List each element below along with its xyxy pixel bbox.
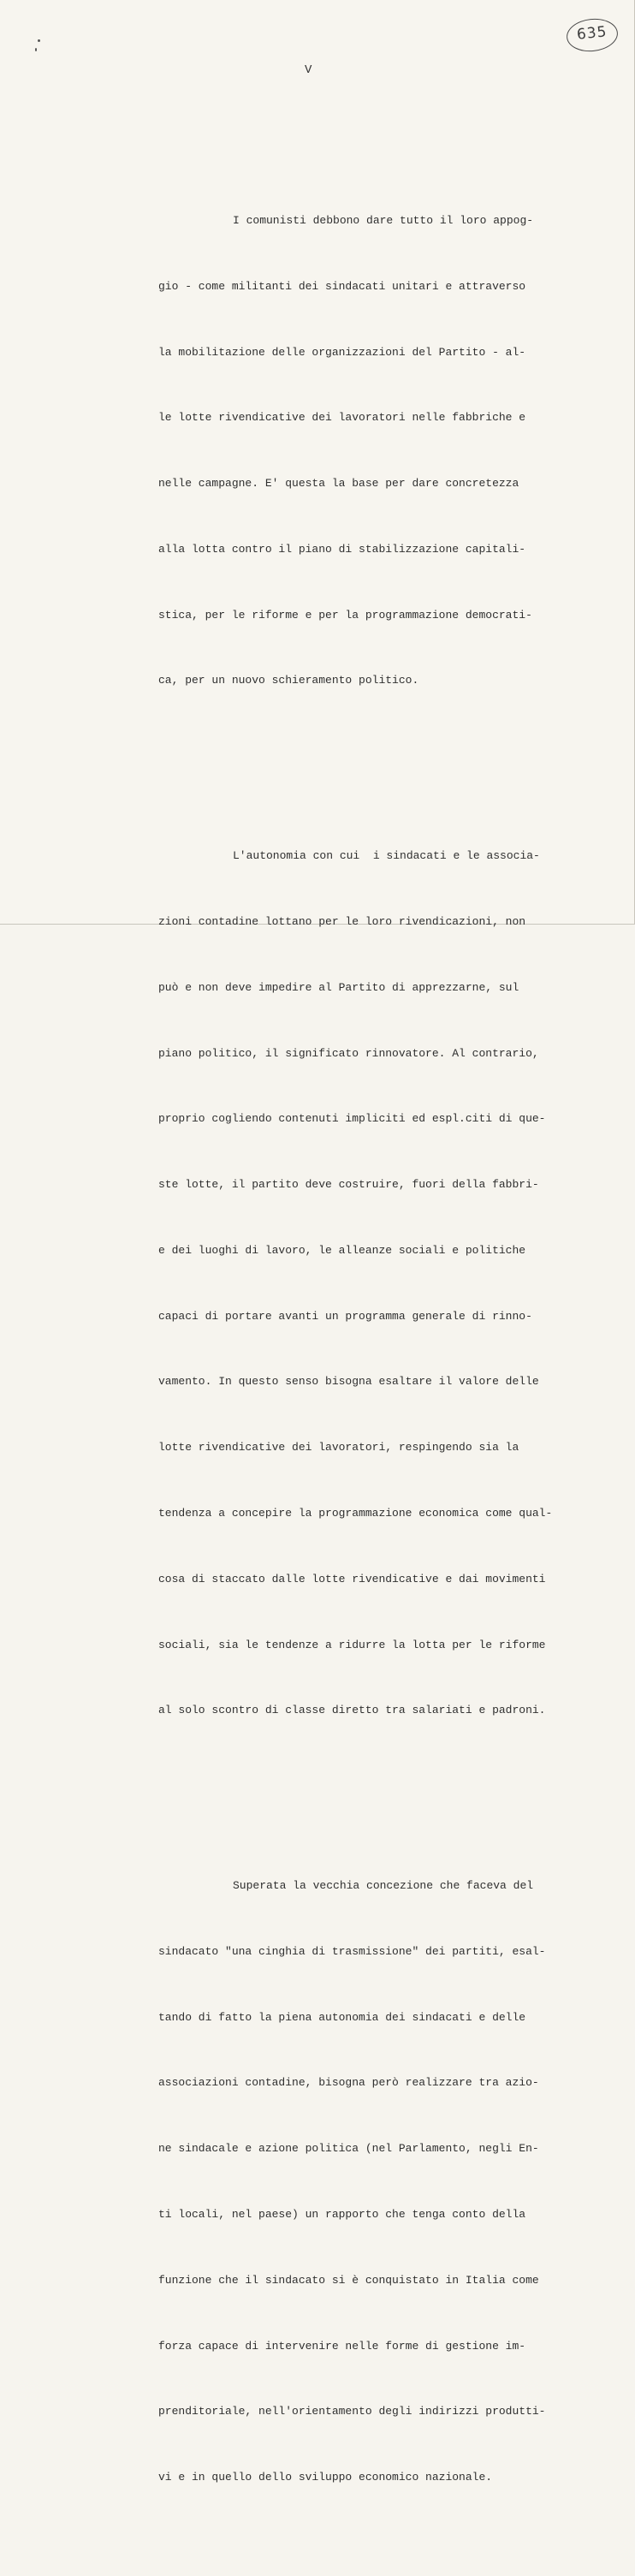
text-line: nelle campagne. E' questa la base per dare concretezza <box>158 477 519 491</box>
text-line: può e non deve impedire al Partito di apprezzarne, sul <box>158 980 519 994</box>
text-line: I comunisti debbono dare tutto il loro appog- <box>233 213 534 227</box>
text-line: la mobilitazione delle organizzazioni del Partito - al- <box>158 345 526 359</box>
text-line: sociali, sia le tendenze a ridurre la lotta per le riforme <box>158 1638 546 1651</box>
text-line: cosa di staccato dalle lotte rivendicative e dai movimenti <box>158 1572 546 1585</box>
text-line: le lotte rivendicative dei lavoratori nelle fabbriche e <box>158 411 526 425</box>
paragraph-1 <box>158 166 620 735</box>
archive-number: 635 <box>576 23 608 44</box>
text-line: lotte rivendicative dei lavoratori, respingendo sia la <box>158 1441 519 1455</box>
text-line: gio - come militanti dei sindacati unitari e attraverso <box>158 279 526 293</box>
text-line: associazioni contadine, bisogna però realizzare tra azio- <box>158 2076 539 2090</box>
text-line: ne sindacale e azione politica (nel Parlamento, negli En- <box>158 2142 539 2156</box>
text-line: funzione che il sindacato si è conquistato in Italia come <box>158 2273 539 2287</box>
text-line: alla lotta contro il piano di stabilizzazione capitali- <box>158 542 526 556</box>
text-line: e dei luoghi di lavoro, le alleanze sociali e politiche <box>158 1243 526 1257</box>
text-line: L'autonomia con cui i sindacati e le associa- <box>233 849 540 863</box>
body-text <box>158 100 620 2576</box>
text-line: prenditoriale, nell'orientamento degli indirizzi produtti- <box>158 2405 546 2418</box>
text-line: zioni contadine lottano per le loro rivendicazioni, non <box>158 914 526 928</box>
text-line: sindacato "una cinghia di trasmissione" dei partiti, esal- <box>158 1944 546 1958</box>
text-line: tendenza a concepire la programmazione economica come qual- <box>158 1507 553 1520</box>
text-line: tando di fatto la piena autonomia dei sindacati e delle <box>158 2010 526 2024</box>
text-line: piano politico, il significato rinnovatore. Al contrario, <box>158 1046 539 1060</box>
text-line: vamento. In questo senso bisogna esaltare il valore delle <box>158 1375 539 1389</box>
text-line: stica, per le riforme e per la programmazione democrati- <box>158 608 532 622</box>
text-line: al solo scontro di classe diretto tra salariati e padroni. <box>158 1704 546 1717</box>
text-line: ti locali, nel paese) un rapporto che tenga conto della <box>158 2208 526 2221</box>
paragraph-3 <box>158 1831 620 2532</box>
text-line: forza capace di intervenire nelle forme di gestione im- <box>158 2339 526 2353</box>
text-line: proprio cogliendo contenuti impliciti ed espl.citi di que- <box>158 1112 546 1126</box>
text-line: capaci di portare avanti un programma generale di rinno- <box>158 1309 532 1323</box>
text-line: ca, per un nuovo schieramento politico. <box>158 674 419 687</box>
text-line: vi e in quello dello sviluppo economico nazionale. <box>158 2471 493 2484</box>
archive-number-stamp <box>565 16 620 54</box>
ink-speck <box>35 48 37 51</box>
paragraph-2 <box>158 801 620 1765</box>
ink-speck <box>38 39 40 42</box>
text-line: ste lotte, il partito deve costruire, fuori della fabbri- <box>158 1178 539 1192</box>
section-heading: V <box>305 63 312 77</box>
text-line: Superata la vecchia concezione che faceva del <box>233 1879 534 1893</box>
